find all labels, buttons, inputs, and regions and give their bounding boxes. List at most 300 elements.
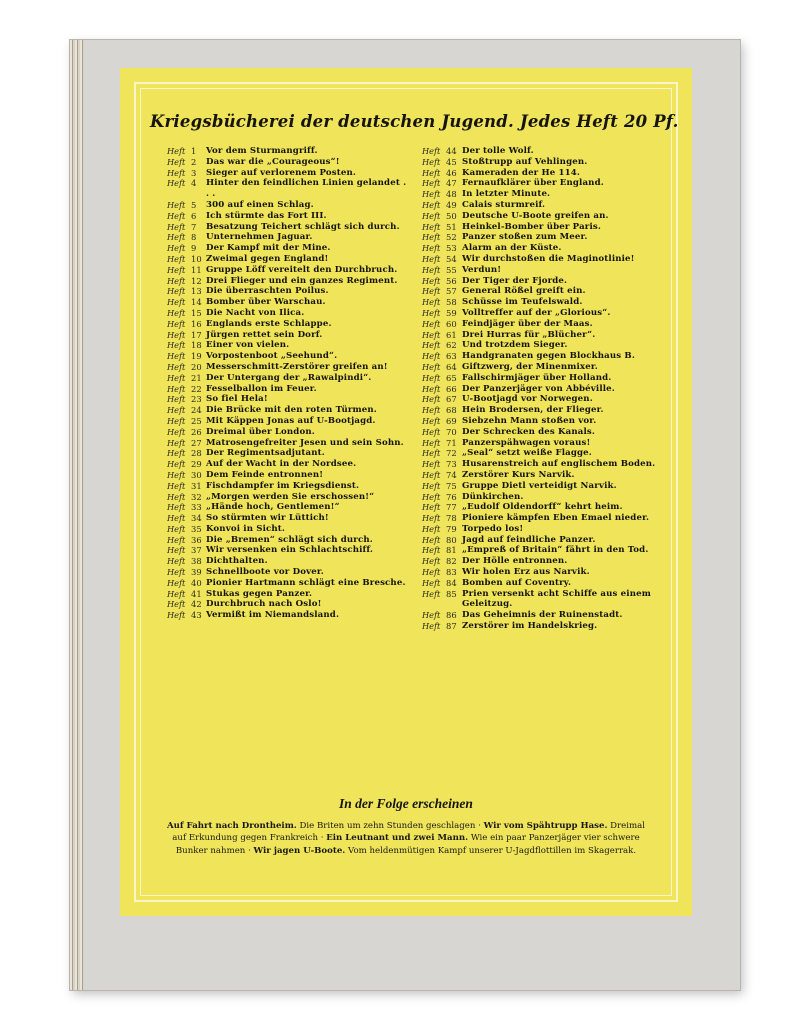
entry-title: Husarenstreich auf englischem Boden. bbox=[462, 459, 656, 470]
entry-number: 25 bbox=[191, 415, 202, 426]
entry-title: Der Hölle entronnen. bbox=[462, 556, 568, 567]
catalog-column-left bbox=[167, 146, 411, 621]
entry-prefix: Heft bbox=[422, 394, 441, 405]
entry-title: Bomber über Warschau. bbox=[206, 297, 326, 308]
entry-prefix: Heft bbox=[422, 437, 441, 448]
catalog-entry bbox=[422, 535, 658, 546]
entry-title: Fernaufklärer über England. bbox=[462, 178, 604, 189]
entry-prefix: Heft bbox=[167, 167, 186, 178]
entry-number: 67 bbox=[446, 394, 457, 405]
entry-prefix: Heft bbox=[422, 469, 441, 480]
entry-prefix: Heft bbox=[167, 394, 186, 405]
entry-number: 21 bbox=[191, 372, 202, 383]
entry-title: Einer von vielen. bbox=[206, 340, 290, 351]
entry-number: 43 bbox=[191, 610, 202, 621]
catalog-entry bbox=[422, 157, 658, 168]
entry-number: 36 bbox=[191, 534, 202, 545]
entry-title: Wir holen Erz aus Narvik. bbox=[462, 567, 590, 578]
catalog-entry bbox=[422, 384, 658, 395]
catalog-entry bbox=[167, 211, 411, 222]
entry-number: 74 bbox=[446, 469, 457, 480]
folge-heading: In der Folge erscheinen bbox=[339, 796, 473, 811]
catalog-entry bbox=[167, 157, 411, 168]
entry-title: Der tolle Wolf. bbox=[462, 146, 534, 156]
entry-number: 62 bbox=[446, 340, 457, 351]
catalog-entry bbox=[422, 567, 658, 578]
catalog-entry bbox=[167, 599, 411, 610]
entry-prefix: Heft bbox=[167, 156, 186, 167]
entry-prefix: Heft bbox=[167, 372, 186, 383]
folge-description: Vom heldenmütigen Kampf unserer U-Jagdflottillen im Skagerrak. bbox=[345, 845, 637, 856]
entry-number: 78 bbox=[446, 513, 457, 524]
entry-number: 12 bbox=[191, 275, 202, 286]
catalog-entry bbox=[167, 578, 411, 589]
entry-prefix: Heft bbox=[422, 480, 441, 491]
entry-title: Das Geheimnis der Ruinenstadt. bbox=[462, 610, 623, 621]
entry-number: 19 bbox=[191, 351, 202, 362]
entry-number: 2 bbox=[191, 156, 197, 167]
catalog-entry bbox=[167, 362, 411, 373]
catalog-entry bbox=[422, 416, 658, 427]
entry-prefix: Heft bbox=[422, 567, 441, 578]
entry-prefix: Heft bbox=[167, 437, 186, 448]
entry-number: 83 bbox=[446, 567, 457, 578]
entry-number: 50 bbox=[446, 210, 457, 221]
catalog-entry bbox=[422, 481, 658, 492]
entry-title: Gruppe Dietl verteidigt Narvik. bbox=[462, 480, 617, 491]
catalog-entry bbox=[167, 319, 411, 330]
entry-number: 9 bbox=[191, 243, 197, 254]
catalog-entry bbox=[167, 545, 411, 556]
entry-title: Drei Flieger und ein ganzes Regiment. bbox=[206, 275, 398, 286]
catalog-entry bbox=[422, 254, 658, 265]
entry-prefix: Heft bbox=[167, 480, 186, 491]
entry-number: 15 bbox=[191, 307, 202, 318]
entry-prefix: Heft bbox=[167, 232, 186, 243]
entry-prefix: Heft bbox=[167, 491, 186, 502]
entry-prefix: Heft bbox=[422, 426, 441, 437]
entry-prefix: Heft bbox=[422, 523, 441, 534]
entry-number: 16 bbox=[191, 318, 202, 329]
entry-number: 22 bbox=[191, 383, 202, 394]
catalog-entry bbox=[422, 502, 658, 513]
catalog-entry bbox=[422, 470, 658, 481]
catalog-entry bbox=[167, 254, 411, 265]
entry-number: 26 bbox=[191, 426, 202, 437]
catalog-entry bbox=[422, 189, 658, 200]
entry-title: Fallschirmjäger über Holland. bbox=[462, 372, 612, 383]
entry-title: Panzerspähwagen voraus! bbox=[462, 437, 591, 448]
entry-prefix: Heft bbox=[422, 545, 441, 556]
entry-prefix: Heft bbox=[422, 534, 441, 545]
catalog-entry bbox=[167, 308, 411, 319]
entry-title: Vor dem Sturmangriff. bbox=[206, 146, 318, 156]
catalog-entry bbox=[422, 286, 658, 297]
catalog-entry bbox=[167, 276, 411, 287]
entry-title: Giftzwerg, der Minenmixer. bbox=[462, 361, 598, 372]
entry-title: Ich stürmte das Fort III. bbox=[206, 210, 327, 221]
catalog-entry bbox=[422, 265, 658, 276]
entry-number: 41 bbox=[191, 588, 202, 599]
entry-title: Auf der Wacht in der Nordsee. bbox=[206, 459, 357, 470]
entry-title: Hinter den feindlichen Linien gelandet . . . bbox=[206, 178, 407, 200]
entry-prefix: Heft bbox=[167, 459, 186, 470]
catalog-entry bbox=[167, 459, 411, 470]
entry-number: 47 bbox=[446, 178, 457, 189]
entry-prefix: Heft bbox=[167, 297, 186, 308]
entry-prefix: Heft bbox=[422, 329, 441, 340]
catalog-entry bbox=[422, 340, 658, 351]
entry-prefix: Heft bbox=[422, 502, 441, 513]
entry-title: Torpedo los! bbox=[462, 523, 524, 534]
folge-description: Die Briten um zehn Stunden geschlagen · bbox=[296, 821, 484, 831]
entry-prefix: Heft bbox=[167, 210, 186, 221]
entry-prefix: Heft bbox=[422, 415, 441, 426]
entry-number: 30 bbox=[191, 469, 202, 480]
entry-prefix: Heft bbox=[167, 448, 186, 459]
entry-prefix: Heft bbox=[422, 307, 441, 318]
entry-title: „Eudolf Oldendorff“ kehrt heim. bbox=[462, 502, 623, 513]
entry-prefix: Heft bbox=[167, 415, 186, 426]
entry-number: 84 bbox=[446, 577, 457, 588]
entry-prefix: Heft bbox=[167, 383, 186, 394]
entry-number: 56 bbox=[446, 275, 457, 286]
entry-number: 70 bbox=[446, 426, 457, 437]
entry-number: 58 bbox=[446, 297, 457, 308]
entry-title: Mit Käppen Jonas auf U-Bootjagd. bbox=[206, 415, 376, 426]
entry-title: Und trotzdem Sieger. bbox=[462, 340, 568, 351]
entry-number: 51 bbox=[446, 221, 457, 232]
entry-number: 55 bbox=[446, 264, 457, 275]
catalog-entry bbox=[167, 567, 411, 578]
catalog-entry bbox=[422, 438, 658, 449]
entry-prefix: Heft bbox=[422, 556, 441, 567]
catalog-entry bbox=[167, 589, 411, 600]
catalog-entry bbox=[167, 513, 411, 524]
entry-title: „Empreß of Britain“ fährt in den Tod. bbox=[462, 545, 649, 556]
catalog-entry bbox=[167, 492, 411, 503]
entry-prefix: Heft bbox=[422, 513, 441, 524]
entry-number: 87 bbox=[446, 621, 457, 632]
catalog-entry bbox=[422, 168, 658, 179]
entry-number: 32 bbox=[191, 491, 202, 502]
entry-title: Wir durchstoßen die Maginotlinie! bbox=[462, 253, 635, 264]
catalog-entry bbox=[167, 556, 411, 567]
catalog-entry bbox=[167, 405, 411, 416]
catalog-entry bbox=[167, 178, 411, 200]
entry-title: Calais sturmreif. bbox=[462, 199, 546, 210]
entry-title: Durchbruch nach Oslo! bbox=[206, 599, 322, 610]
entry-title: Prien versenkt acht Schiffe aus einem Geleitzug. bbox=[462, 588, 651, 610]
entry-prefix: Heft bbox=[422, 286, 441, 297]
entry-title: Schnellboote vor Dover. bbox=[206, 567, 324, 578]
catalog-entry bbox=[167, 535, 411, 546]
entry-title: So stürmten wir Lüttich! bbox=[206, 513, 329, 524]
catalog-entry bbox=[422, 146, 658, 157]
entry-title: Vorpostenboot „Seehund“. bbox=[206, 351, 338, 362]
entry-prefix: Heft bbox=[422, 340, 441, 351]
catalog-entry bbox=[167, 286, 411, 297]
entry-title: Gruppe Löff vereitelt den Durchbruch. bbox=[206, 264, 398, 275]
catalog-entry bbox=[422, 373, 658, 384]
entry-number: 57 bbox=[446, 286, 457, 297]
entry-prefix: Heft bbox=[167, 340, 186, 351]
folge-description: Dreimal auf Erkundung gegen Frankreich · bbox=[172, 821, 646, 844]
catalog-entry bbox=[167, 448, 411, 459]
entry-title: Drei Hurras für „Blücher“. bbox=[462, 329, 596, 340]
catalog-entry bbox=[422, 545, 658, 556]
entry-number: 59 bbox=[446, 307, 457, 318]
entry-number: 17 bbox=[191, 329, 202, 340]
catalog-entry bbox=[422, 276, 658, 287]
entry-prefix: Heft bbox=[422, 621, 441, 632]
catalog-entry bbox=[167, 394, 411, 405]
entry-number: 44 bbox=[446, 146, 457, 156]
yellow-catalog-panel bbox=[120, 68, 692, 916]
entry-prefix: Heft bbox=[167, 307, 186, 318]
entry-prefix: Heft bbox=[167, 405, 186, 416]
entry-prefix: Heft bbox=[167, 221, 186, 232]
entry-number: 42 bbox=[191, 599, 202, 610]
entry-prefix: Heft bbox=[167, 329, 186, 340]
catalog-entry bbox=[422, 200, 658, 211]
entry-number: 85 bbox=[446, 588, 457, 599]
entry-prefix: Heft bbox=[422, 610, 441, 621]
entry-number: 1 bbox=[191, 146, 197, 156]
entry-title: Zerstörer im Handelskrieg. bbox=[462, 621, 598, 632]
entry-title: Stoßtrupp auf Vehlingen. bbox=[462, 156, 588, 167]
catalog-entry bbox=[422, 427, 658, 438]
entry-number: 23 bbox=[191, 394, 202, 405]
entry-prefix: Heft bbox=[422, 405, 441, 416]
entry-title: Der Tiger der Fjorde. bbox=[462, 275, 568, 286]
entry-prefix: Heft bbox=[167, 361, 186, 372]
entry-prefix: Heft bbox=[422, 459, 441, 470]
entry-prefix: Heft bbox=[167, 513, 186, 524]
entry-number: 79 bbox=[446, 523, 457, 534]
entry-number: 60 bbox=[446, 318, 457, 329]
catalog-entry bbox=[422, 394, 658, 405]
entry-number: 14 bbox=[191, 297, 202, 308]
entry-title: Verdun! bbox=[462, 264, 502, 275]
entry-number: 46 bbox=[446, 167, 457, 178]
catalog-entry bbox=[167, 340, 411, 351]
entry-number: 65 bbox=[446, 372, 457, 383]
entry-prefix: Heft bbox=[422, 199, 441, 210]
catalog-entry bbox=[167, 330, 411, 341]
catalog-entry bbox=[167, 243, 411, 254]
catalog-entry bbox=[167, 232, 411, 243]
catalog-entry bbox=[167, 297, 411, 308]
catalog-entry bbox=[422, 492, 658, 503]
entry-prefix: Heft bbox=[422, 189, 441, 200]
entry-title: Fischdampfer im Kriegsdienst. bbox=[206, 480, 360, 491]
catalog-entry bbox=[167, 265, 411, 276]
entry-number: 27 bbox=[191, 437, 202, 448]
folge-title: Wir jagen U-Boote. bbox=[253, 845, 346, 856]
entry-title: Wir versenken ein Schlachtschiff. bbox=[206, 545, 374, 556]
entry-number: 53 bbox=[446, 243, 457, 254]
entry-prefix: Heft bbox=[422, 297, 441, 308]
entry-prefix: Heft bbox=[422, 264, 441, 275]
catalog-entry bbox=[167, 427, 411, 438]
entry-prefix: Heft bbox=[422, 383, 441, 394]
catalog-entry bbox=[167, 222, 411, 233]
entry-number: 45 bbox=[446, 156, 457, 167]
catalog-entry bbox=[422, 211, 658, 222]
catalog-entry bbox=[422, 610, 658, 621]
catalog-entry bbox=[167, 524, 411, 535]
catalog-entry bbox=[167, 351, 411, 362]
entry-number: 81 bbox=[446, 545, 457, 556]
entry-prefix: Heft bbox=[422, 146, 441, 156]
entry-number: 13 bbox=[191, 286, 202, 297]
entry-prefix: Heft bbox=[167, 534, 186, 545]
entry-prefix: Heft bbox=[167, 523, 186, 534]
entry-title: Jagd auf feindliche Panzer. bbox=[462, 534, 596, 545]
entry-number: 18 bbox=[191, 340, 202, 351]
entry-title: Handgranaten gegen Blockhaus B. bbox=[462, 351, 635, 362]
entry-title: Dünkirchen. bbox=[462, 491, 524, 502]
entry-number: 35 bbox=[191, 523, 202, 534]
entry-title: Volltreffer auf der „Glorious“. bbox=[462, 307, 611, 318]
catalog-entry bbox=[422, 351, 658, 362]
entry-title: Der Kampf mit der Mine. bbox=[206, 243, 331, 254]
entry-title: Alarm an der Küste. bbox=[462, 243, 562, 254]
entry-title: Zweimal gegen England! bbox=[206, 253, 329, 264]
catalog-entry bbox=[422, 243, 658, 254]
entry-number: 6 bbox=[191, 210, 197, 221]
entry-title: Matrosengefreiter Jesen und sein Sohn. bbox=[206, 437, 404, 448]
entry-prefix: Heft bbox=[167, 286, 186, 297]
entry-title: Deutsche U-Boote greifen an. bbox=[462, 210, 609, 221]
entry-prefix: Heft bbox=[167, 199, 186, 210]
entry-title: Die Nacht von Ilica. bbox=[206, 307, 305, 318]
catalog-entry bbox=[422, 524, 658, 535]
catalog-entry bbox=[167, 168, 411, 179]
entry-prefix: Heft bbox=[422, 351, 441, 362]
entry-prefix: Heft bbox=[167, 567, 186, 578]
entry-prefix: Heft bbox=[167, 351, 186, 362]
entry-number: 40 bbox=[191, 577, 202, 588]
entry-number: 82 bbox=[446, 556, 457, 567]
entry-number: 54 bbox=[446, 253, 457, 264]
entry-prefix: Heft bbox=[422, 318, 441, 329]
catalog-entry bbox=[167, 200, 411, 211]
entry-title: Dreimal über London. bbox=[206, 426, 315, 437]
entry-prefix: Heft bbox=[422, 156, 441, 167]
entry-title: Kameraden der He 114. bbox=[462, 167, 581, 178]
catalog-entry bbox=[167, 481, 411, 492]
entry-prefix: Heft bbox=[422, 243, 441, 254]
entry-prefix: Heft bbox=[167, 253, 186, 264]
catalog-entry bbox=[422, 448, 658, 459]
entry-number: 28 bbox=[191, 448, 202, 459]
entry-number: 86 bbox=[446, 610, 457, 621]
catalog-entry bbox=[167, 146, 411, 157]
entry-number: 5 bbox=[191, 199, 197, 210]
entry-prefix: Heft bbox=[422, 491, 441, 502]
entry-title: Dem Feinde entronnen! bbox=[206, 469, 324, 480]
catalog-entry bbox=[422, 621, 658, 632]
entry-title: Zerstörer Kurs Narvik. bbox=[462, 469, 575, 480]
catalog-entry bbox=[422, 362, 658, 373]
entry-number: 38 bbox=[191, 556, 202, 567]
entry-number: 76 bbox=[446, 491, 457, 502]
catalog-entry bbox=[422, 513, 658, 524]
entry-number: 63 bbox=[446, 351, 457, 362]
entry-number: 11 bbox=[191, 264, 202, 275]
catalog-entry bbox=[167, 416, 411, 427]
entry-number: 3 bbox=[191, 167, 197, 178]
entry-number: 75 bbox=[446, 480, 457, 491]
entry-title: Unternehmen Jaguar. bbox=[206, 232, 313, 243]
catalog-entry bbox=[167, 438, 411, 449]
entry-prefix: Heft bbox=[167, 243, 186, 254]
entry-prefix: Heft bbox=[167, 502, 186, 513]
entry-title: Das war die „Courageous“! bbox=[206, 156, 340, 167]
catalog-entry bbox=[167, 373, 411, 384]
entry-title: Der Schrecken des Kanals. bbox=[462, 426, 596, 437]
entry-title: Jürgen rettet sein Dorf. bbox=[206, 329, 323, 340]
entry-number: 7 bbox=[191, 221, 197, 232]
entry-title: General Rößel greift ein. bbox=[462, 286, 586, 297]
entry-title: Panzer stoßen zum Meer. bbox=[462, 232, 588, 243]
folge-title: Wir vom Spähtrupp Hase. bbox=[483, 821, 608, 831]
entry-number: 29 bbox=[191, 459, 202, 470]
entry-number: 48 bbox=[446, 189, 457, 200]
entry-title: Messerschmitt-Zerstörer greifen an! bbox=[206, 361, 388, 372]
entry-number: 71 bbox=[446, 437, 457, 448]
entry-number: 61 bbox=[446, 329, 457, 340]
entry-prefix: Heft bbox=[422, 167, 441, 178]
entry-title: Konvoi in Sicht. bbox=[206, 523, 286, 534]
entry-prefix: Heft bbox=[167, 545, 186, 556]
entry-number: 72 bbox=[446, 448, 457, 459]
entry-number: 4 bbox=[191, 178, 197, 189]
catalog-entry bbox=[167, 470, 411, 481]
entry-title: Die Brücke mit den roten Türmen. bbox=[206, 405, 377, 416]
entry-title: Der Panzerjäger von Abbéville. bbox=[462, 383, 615, 394]
entry-title: 300 auf einen Schlag. bbox=[206, 199, 314, 210]
entry-title: Stukas gegen Panzer. bbox=[206, 588, 313, 599]
entry-prefix: Heft bbox=[167, 577, 186, 588]
entry-number: 39 bbox=[191, 567, 202, 578]
catalog-entry bbox=[422, 297, 658, 308]
entry-prefix: Heft bbox=[167, 178, 186, 189]
folge-title: Auf Fahrt nach Drontheim. bbox=[166, 821, 297, 831]
entry-number: 34 bbox=[191, 513, 202, 524]
entry-number: 33 bbox=[191, 502, 202, 513]
entry-prefix: Heft bbox=[167, 264, 186, 275]
entry-title: „Seal“ setzt weiße Flagge. bbox=[462, 448, 592, 459]
entry-number: 68 bbox=[446, 405, 457, 416]
entry-prefix: Heft bbox=[422, 588, 441, 599]
catalog-entry bbox=[167, 610, 411, 621]
entry-title: Siebzehn Mann stoßen vor. bbox=[462, 415, 597, 426]
entry-title: Feindjäger über der Maas. bbox=[462, 318, 593, 329]
entry-title: U-Bootjagd vor Norwegen. bbox=[462, 394, 593, 405]
catalog-entry bbox=[422, 459, 658, 470]
entry-prefix: Heft bbox=[422, 577, 441, 588]
entry-prefix: Heft bbox=[167, 318, 186, 329]
entry-title: Vermißt im Niemandsland. bbox=[206, 610, 340, 621]
folge-announcement bbox=[166, 820, 646, 857]
catalog-entry bbox=[167, 384, 411, 395]
folge-title: Ein Leutnant und zwei Mann. bbox=[326, 833, 469, 844]
entry-prefix: Heft bbox=[167, 556, 186, 567]
entry-title: Hein Brodersen, der Flieger. bbox=[462, 405, 604, 416]
